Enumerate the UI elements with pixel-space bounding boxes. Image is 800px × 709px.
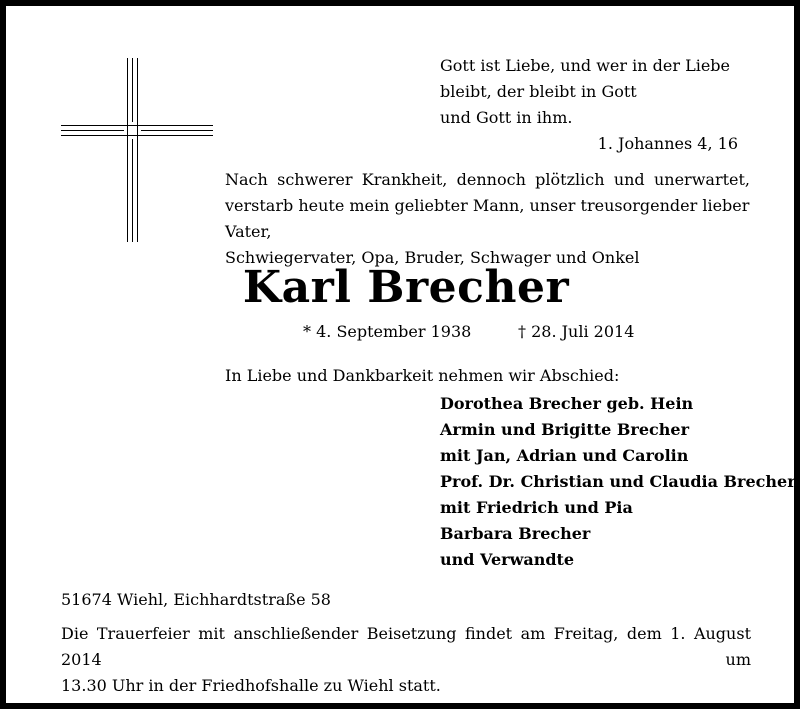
intro-line: Nach schwerer Krankheit, dennoch plötzlich und unerwartet, <box>225 170 750 189</box>
address: 51674 Wiehl, Eichhardtstraße 58 <box>61 590 331 609</box>
mourner-entry: und Verwandte <box>440 550 575 569</box>
mourner-entry: mit Friedrich und Pia <box>440 498 633 517</box>
service-line: Die Trauerfeier mit anschließender Beisetzung findet am Freitag, dem 1. August 2014 um <box>61 624 751 669</box>
deceased-name: Karl Brecher <box>242 262 570 313</box>
intro-text <box>225 167 750 271</box>
death-date: † 28. Juli 2014 <box>518 322 635 341</box>
bible-quote <box>440 53 730 131</box>
quote-reference: 1. Johannes 4, 16 <box>597 134 738 153</box>
mourners-list <box>440 391 796 573</box>
mourner-entry: Barbara Brecher <box>440 524 591 543</box>
cross-icon <box>61 58 213 246</box>
intro-line: Schwiegervater, Opa, Bruder, Schwager und Onkel <box>225 248 640 267</box>
mourner-entry: Armin und Brigitte Brecher <box>440 420 690 439</box>
mourner-entry: mit Jan, Adrian und Carolin <box>440 446 689 465</box>
birth-date: * 4. September 1938 <box>303 322 472 341</box>
farewell-line: In Liebe und Dankbarkeit nehmen wir Abschied: <box>225 366 620 385</box>
service-info <box>61 621 751 699</box>
mourner-entry: Dorothea Brecher geb. Hein <box>440 394 694 413</box>
mourner-entry: Prof. Dr. Christian und Claudia Brecher <box>440 472 796 491</box>
intro-line: verstarb heute mein geliebter Mann, unser treusorgender lieber Vater, <box>225 196 750 241</box>
service-line: 13.30 Uhr in der Friedhofshalle zu Wiehl statt. <box>61 676 441 695</box>
quote-line: bleibt, der bleibt in Gott <box>440 82 637 101</box>
quote-line: und Gott in ihm. <box>440 108 573 127</box>
quote-line: Gott ist Liebe, und wer in der Liebe <box>440 56 731 75</box>
